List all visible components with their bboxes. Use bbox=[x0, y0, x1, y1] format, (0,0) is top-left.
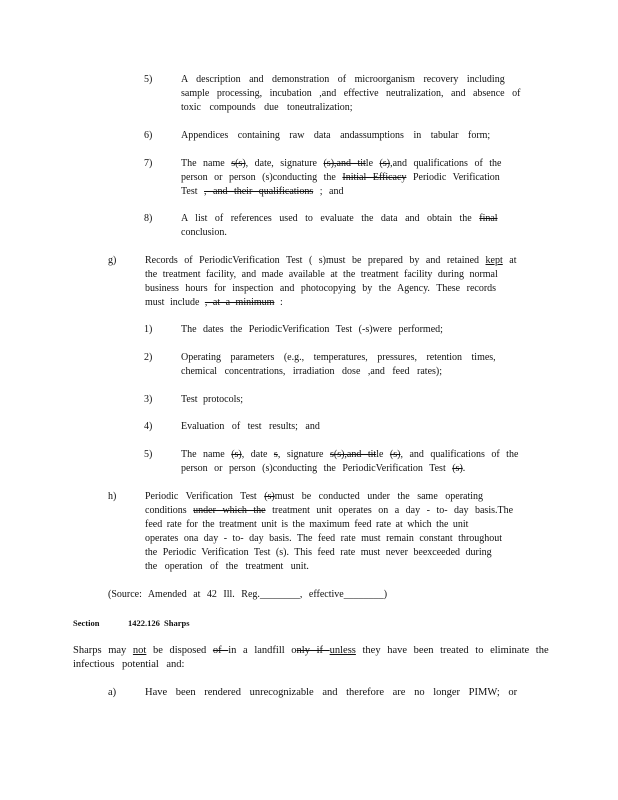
g-sub-2-line-2: chemical concentrations, irradiation dose ,and feed rates); bbox=[181, 366, 443, 377]
item-g-line-1: Records of PeriodicVerification Test ( s)must be prepared by and retained kept at bbox=[145, 255, 517, 266]
item-7-line-3: Test , and their qualifications ; and bbox=[181, 186, 344, 197]
g-sub-2-number: 2) bbox=[144, 352, 153, 363]
g-sub-4-number: 4) bbox=[144, 421, 153, 432]
sharps-line-2: infectious potential and: bbox=[73, 659, 185, 670]
g-sub-5-line-1: The name (s), date s, signature s(s),and title (s), and qualifications of the bbox=[181, 449, 519, 460]
item-g-line-3: business hours for inspection and photocopying by the Agency. These records bbox=[145, 283, 497, 294]
item-5-line-1: A description and demonstration of microorganism recovery including bbox=[181, 74, 505, 85]
g-sub-4-line-1: Evaluation of test results; and bbox=[181, 421, 320, 432]
item-7-line-2: person or person (s)conducting the Initial Efficacy Periodic Verification bbox=[181, 172, 500, 183]
item-h-line-3: feed rate for the treatment unit is the maximum feed rate at which the unit bbox=[145, 519, 469, 530]
item-7-number: 7) bbox=[144, 158, 153, 169]
item-8-number: 8) bbox=[144, 213, 153, 224]
item-h-line-2: conditions under which the treatment unit operates on a day - to- day basis.The bbox=[145, 505, 514, 516]
item-5-line-3: toxic compounds due toneutralization; bbox=[181, 102, 353, 113]
item-a-line-1: Have been rendered unrecognizable and therefore are no longer PIMW; or bbox=[145, 687, 518, 698]
item-h-line-5: the Periodic Verification Test (s). This feed rate must never beexceeded during bbox=[145, 547, 492, 558]
section-number: 1422.126 bbox=[128, 618, 160, 628]
g-sub-3-line-1: Test protocols; bbox=[181, 394, 244, 405]
item-6-number: 6) bbox=[144, 130, 153, 141]
item-h-letter: h) bbox=[108, 491, 117, 502]
g-sub-1-number: 1) bbox=[144, 324, 153, 335]
item-7-line-1: The name s(s), date, signature (s),and title (s),and qualifications of the bbox=[181, 158, 502, 169]
item-8-line-1: A list of references used to evaluate the data and obtain the final bbox=[181, 213, 498, 224]
item-g-line-4: must include , at a minimum : bbox=[145, 297, 283, 308]
g-sub-2-line-1: Operating parameters (e.g., temperatures, pressures, retention times, bbox=[181, 352, 496, 363]
item-h-line-4: operates ona day - to- day basis. The feed rate must remain constant throughout bbox=[145, 533, 503, 544]
item-h-line-1: Periodic Verification Test (s)must be conducted under the same operating bbox=[145, 491, 484, 502]
item-h-line-6: the operation of the treatment unit. bbox=[145, 561, 309, 572]
section-title: Sharps bbox=[164, 618, 190, 628]
g-sub-5-line-2: person or person (s)conducting the PeriodicVerification Test (s). bbox=[181, 463, 466, 474]
sharps-line-1: Sharps may not be disposed of in a landfill only if unless they have been treated to eliminate the bbox=[73, 645, 549, 656]
section-label: Section bbox=[73, 618, 100, 628]
item-5-line-2: sample processing, incubation ,and effective neutralization, and absence of bbox=[181, 88, 521, 99]
item-g-letter: g) bbox=[108, 255, 117, 266]
g-sub-3-number: 3) bbox=[144, 394, 153, 405]
item-5-number: 5) bbox=[144, 74, 153, 85]
item-8-line-2: conclusion. bbox=[181, 227, 227, 238]
source-note: (Source: Amended at 42 Ill. Reg.________, effective________) bbox=[108, 589, 388, 600]
item-a-letter: a) bbox=[108, 687, 117, 698]
item-6-line-1: Appendices containing raw data andassumptions in tabular form; bbox=[181, 130, 491, 141]
g-sub-1-line-1: The dates the PeriodicVerification Test (-s)were performed; bbox=[181, 324, 443, 335]
item-g-line-2: the treatment facility, and made available at the treatment facility during normal bbox=[145, 269, 498, 280]
g-sub-5-number: 5) bbox=[144, 449, 153, 460]
